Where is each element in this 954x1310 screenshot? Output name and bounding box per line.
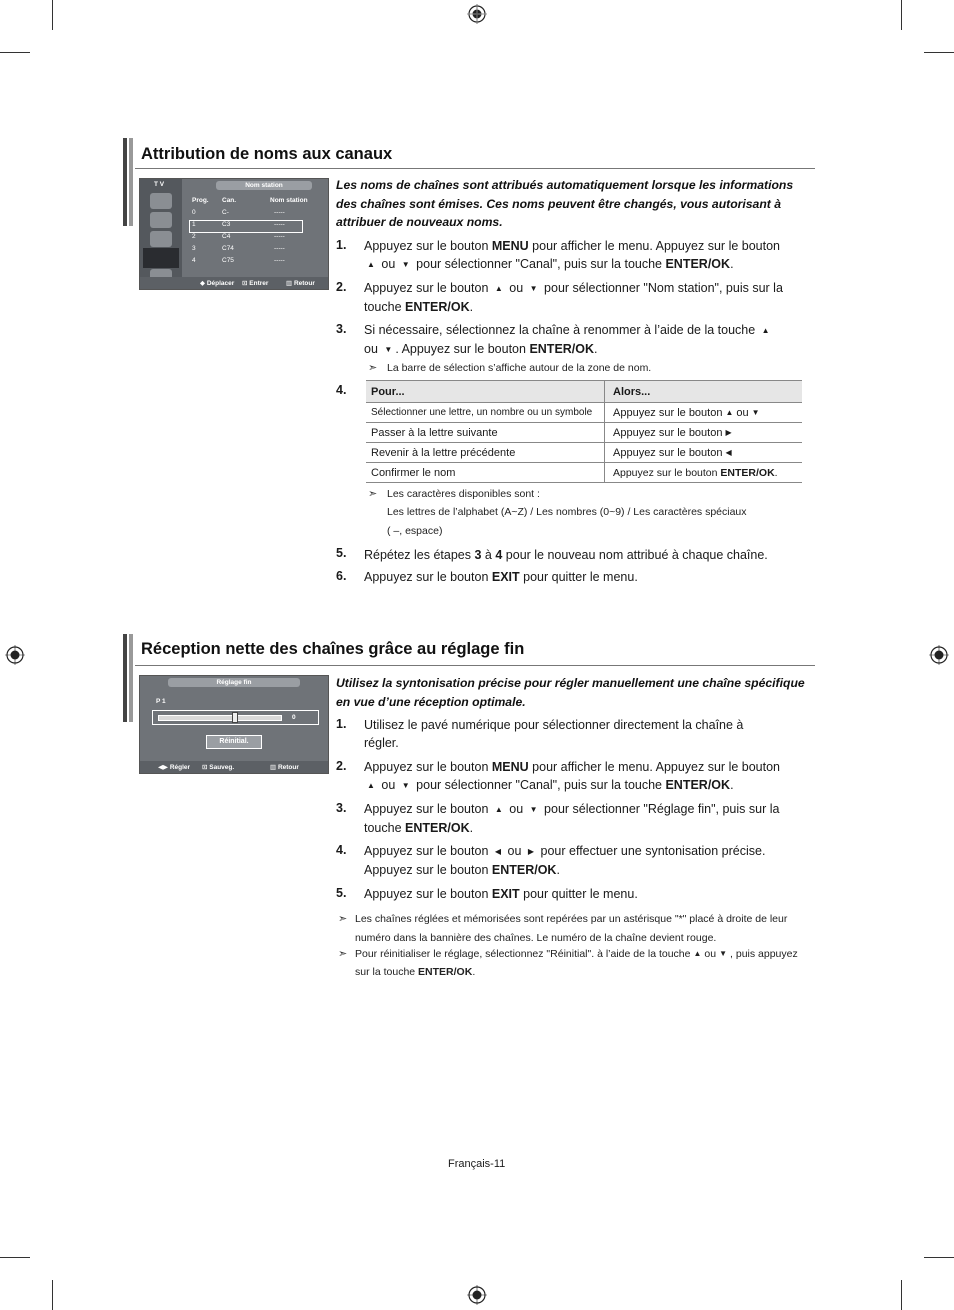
- step-number: 2.: [336, 280, 347, 294]
- section-title: Attribution de noms aux canaux: [141, 145, 393, 163]
- triangle-up-icon: ▲: [367, 781, 375, 790]
- screen-header: Nom station: [216, 181, 312, 190]
- fine-tune-screen: [139, 675, 329, 774]
- triangle-left-icon: ◀: [494, 847, 502, 856]
- note-text: Les chaînes réglées et mémorisées sont repérées par un astérisque "*" placé à droite de leur: [355, 913, 788, 925]
- step-number: 1.: [336, 717, 347, 731]
- step-number: 3.: [336, 801, 347, 815]
- step-text: Appuyez sur le bouton MENU pour afficher le menu. Appuyez sur le bouton ▲ ou ▼ pour sélectionner "Canal", puis sur la touche ENTER/OK.: [364, 237, 784, 274]
- note-text: Pour réinitialiser le réglage, sélectionnez "Réinitial". à l’aide de la touche ▲ ou ▼ , puis appuyez: [355, 945, 798, 963]
- note-arrow-icon: ➣: [368, 488, 378, 500]
- menu-icon-channel: [150, 231, 172, 247]
- crop-mark: [924, 1257, 954, 1258]
- note-arrow-icon: ➣: [368, 362, 378, 374]
- table-cell: Passer à la lettre suivante: [366, 423, 605, 443]
- footer-return: ▥ Retour: [270, 764, 299, 771]
- reset-button[interactable]: Réinitial.: [206, 735, 262, 749]
- section-bar: [123, 634, 127, 722]
- channel-cell-prog: 4: [192, 257, 196, 264]
- col-can: Can.: [222, 197, 237, 204]
- crop-mark: [901, 0, 902, 30]
- col-prog: Prog.: [192, 197, 209, 204]
- step-text: Appuyez sur le bouton EXIT pour quitter le menu.: [364, 570, 638, 584]
- channel-cell-can: C74: [222, 245, 234, 252]
- tv-label: T V: [154, 181, 165, 188]
- triangle-down-icon: ▼: [401, 781, 410, 790]
- channel-cell-can: C3: [222, 221, 231, 228]
- table-cell: Sélectionner une lettre, un nombre ou un symbole: [366, 403, 605, 423]
- triangle-down-icon: ▼: [719, 949, 728, 958]
- fine-tune-value: 0: [292, 714, 296, 721]
- triangle-up-icon: ▲: [761, 326, 770, 335]
- table-header-pour: Pour...: [366, 381, 605, 403]
- table-row: [366, 423, 802, 443]
- channel-cell-prog: 0: [192, 209, 196, 216]
- step-number: 6.: [336, 569, 347, 583]
- step-text: Utilisez le pavé numérique pour sélectionner directement la chaîne à régler.: [364, 718, 744, 750]
- channel-cell-prog: 1: [192, 221, 196, 228]
- channel-cell-can: C4: [222, 233, 231, 240]
- footer-enter: ⊡ Entrer: [242, 280, 269, 287]
- registration-mark-icon: [5, 645, 25, 665]
- step-text: Appuyez sur le bouton ◀ ou ▶ pour effectuer une syntonisation précise. Appuyez sur le bouton ENTER/OK.: [364, 844, 766, 877]
- step-number: 4.: [336, 383, 347, 397]
- section-bar: [129, 138, 133, 226]
- section-rule: [135, 168, 815, 169]
- channel-cell-name: -----: [274, 209, 285, 216]
- step-text: Répétez les étapes 3 à 4 pour le nouveau nom attribué à chaque chaîne.: [364, 548, 768, 562]
- slider-handle[interactable]: [232, 712, 238, 723]
- table-row: [366, 443, 802, 463]
- channel-cell-prog: 3: [192, 245, 196, 252]
- crop-mark: [924, 52, 954, 53]
- channel-cell-can: C-: [222, 209, 229, 216]
- crop-mark: [52, 0, 53, 30]
- step-text: Appuyez sur le bouton ▲ ou ▼ pour sélectionner "Nom station", puis sur la touche ENTER/OK.: [364, 281, 783, 314]
- fine-tune-slider[interactable]: [158, 715, 282, 721]
- note-arrow-icon: ➣: [338, 913, 348, 925]
- triangle-down-icon: ▼: [384, 345, 393, 354]
- channel-label: P 1: [156, 698, 166, 705]
- channel-cell-name: -----: [274, 221, 285, 228]
- selected-row-frame: [189, 220, 303, 233]
- note-text: sur la touche ENTER/OK.: [355, 966, 476, 978]
- screen-footer: [140, 277, 328, 289]
- crop-mark: [0, 52, 30, 53]
- table-cell: Appuyez sur le bouton ▲ ou ▼: [605, 403, 803, 423]
- table-row: [366, 403, 802, 423]
- crop-mark: [901, 1280, 902, 1310]
- table-cell: Appuyez sur le bouton ENTER/OK.: [605, 463, 803, 483]
- step-number: 3.: [336, 322, 347, 336]
- note-arrow-icon: ➣: [338, 948, 348, 960]
- menu-icon-picture: [150, 193, 172, 209]
- triangle-down-icon: ▼: [529, 284, 538, 293]
- note-text: ( –, espace): [387, 525, 443, 537]
- triangle-up-icon: ▲: [693, 949, 702, 958]
- triangle-right-icon: ▶: [527, 847, 535, 856]
- footer-move: ◆ Déplacer: [200, 280, 235, 287]
- registration-mark-icon: [929, 645, 949, 665]
- crop-mark: [52, 1280, 53, 1310]
- table-header-alors: Alors...: [605, 381, 803, 403]
- section-bar: [129, 634, 133, 722]
- footer-adjust: ◀▶ Régler: [158, 764, 191, 771]
- step-number: 5.: [336, 886, 347, 900]
- section-title: Réception nette des chaînes grâce au réglage fin: [141, 640, 525, 658]
- tv-menu-screen: [139, 178, 329, 290]
- page-number: Français-11: [448, 1158, 506, 1170]
- triangle-up-icon: ▲: [367, 260, 375, 269]
- channel-cell-name: -----: [274, 233, 285, 240]
- channel-cell-prog: 2: [192, 233, 196, 240]
- channel-cell-name: -----: [274, 245, 285, 252]
- character-table: [366, 380, 802, 483]
- footer-save: ⊡ Sauveg.: [202, 764, 235, 771]
- triangle-down-icon: ▼: [751, 407, 760, 417]
- table-row: [366, 463, 802, 483]
- triangle-up-icon: ▲: [494, 805, 503, 814]
- triangle-left-icon: ◀: [725, 447, 732, 457]
- channel-cell-can: C75: [222, 257, 234, 264]
- step-number: 4.: [336, 843, 347, 857]
- screen-header: Réglage fin: [168, 678, 300, 687]
- section-rule: [135, 665, 815, 666]
- channel-cell-name: -----: [274, 257, 285, 264]
- note-text: Les caractères disponibles sont :: [387, 488, 540, 500]
- step-number: 5.: [336, 546, 347, 560]
- step-text: Appuyez sur le bouton EXIT pour quitter le menu.: [364, 887, 638, 901]
- section1-intro: Les noms de chaînes sont attribués automatiquement lorsque les informations des chaînes sont émises. Ces noms peuvent être changés, vous autorisant à attribuer de nouveaux noms.: [336, 178, 794, 229]
- table-cell: Revenir à la lettre précédente: [366, 443, 605, 463]
- registration-mark-icon: [467, 4, 487, 24]
- triangle-right-icon: ▶: [725, 427, 732, 437]
- screen-footer: [140, 761, 328, 773]
- footer-return: ▥ Retour: [286, 280, 315, 287]
- note-text: La barre de sélection s’affiche autour de la zone de nom.: [387, 362, 652, 374]
- table-cell: Confirmer le nom: [366, 463, 605, 483]
- table-cell: Appuyez sur le bouton ◀: [605, 443, 803, 463]
- step-text: Si nécessaire, sélectionnez la chaîne à renommer à l’aide de la touche ▲ ou ▼ . Appuyez sur le bouton ENTER/OK.: [364, 321, 784, 359]
- step-number: 2.: [336, 759, 347, 773]
- registration-mark-icon: [467, 1285, 487, 1305]
- crop-mark: [0, 1257, 30, 1258]
- note-text: numéro dans la bannière des chaînes. Le numéro de la chaîne devient rouge.: [355, 932, 717, 944]
- step-number: 1.: [336, 238, 347, 252]
- section2-intro: Utilisez la syntonisation précise pour régler manuellement une chaîne spécifique en vue d’une réception optimale.: [336, 676, 805, 709]
- triangle-up-icon: ▲: [725, 407, 734, 417]
- menu-icon-setup: [143, 248, 179, 268]
- section-bar: [123, 138, 127, 226]
- col-name: Nom station: [270, 197, 308, 204]
- table-cell: Appuyez sur le bouton ▶: [605, 423, 803, 443]
- triangle-down-icon: ▼: [529, 805, 538, 814]
- note-text: Les lettres de l’alphabet (A~Z) / Les nombres (0~9) / Les caractères spéciaux: [387, 506, 747, 518]
- menu-icon-sound: [150, 212, 172, 228]
- step-text: Appuyez sur le bouton ▲ ou ▼ pour sélectionner "Réglage fin", puis sur la touche ENTER/OK.: [364, 802, 780, 835]
- step-text: Appuyez sur le bouton MENU pour afficher le menu. Appuyez sur le bouton ▲ ou ▼ pour sélectionner "Canal", puis sur la touche ENTER/OK.: [364, 758, 784, 795]
- triangle-up-icon: ▲: [494, 284, 503, 293]
- triangle-down-icon: ▼: [401, 260, 410, 269]
